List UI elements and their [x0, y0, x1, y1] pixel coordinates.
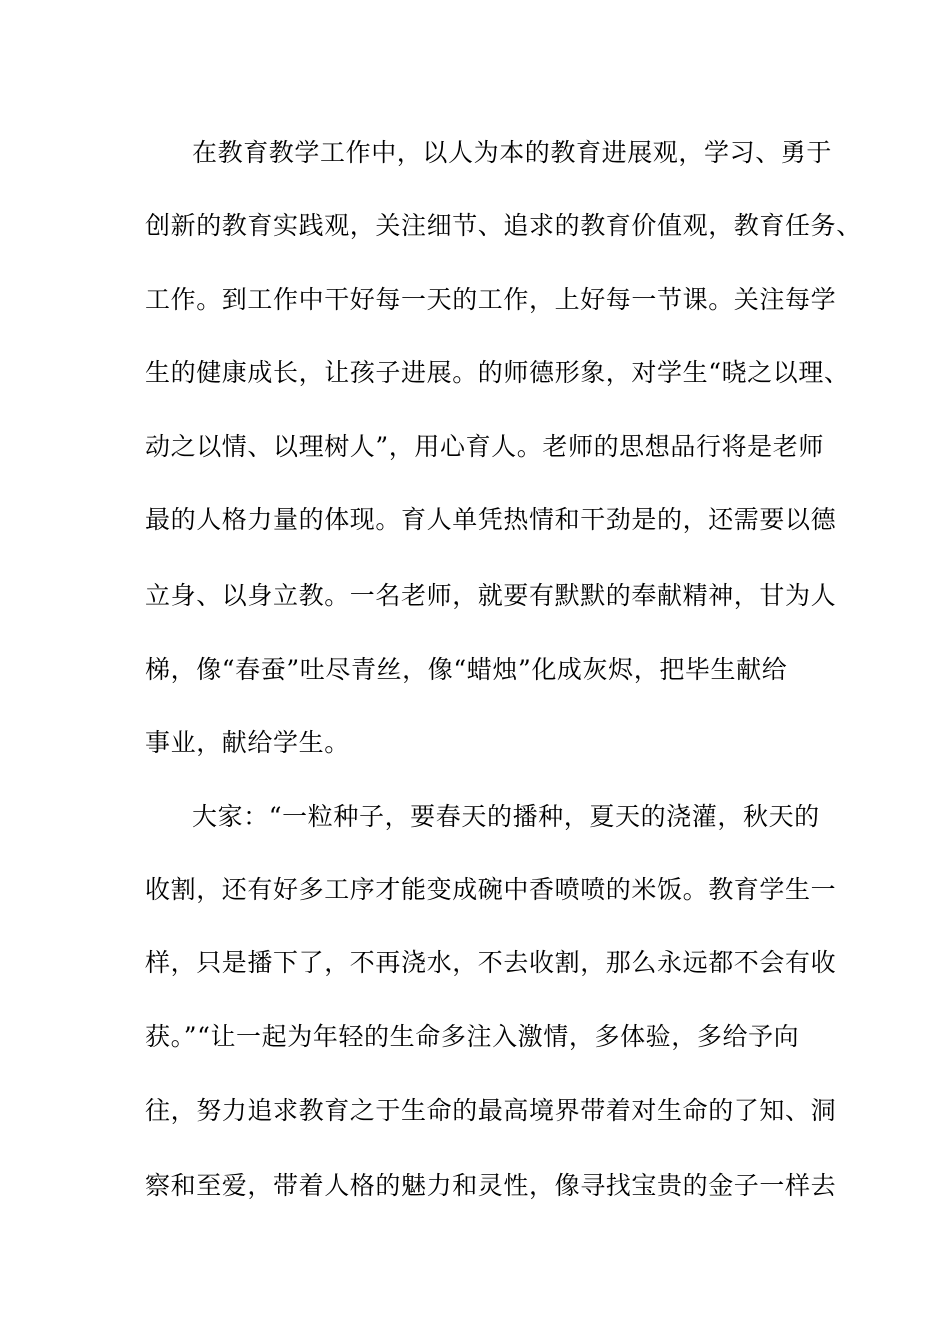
paragraph-2-line-1: 大家：“一粒种子，要春天的播种，夏天的浇灌，秋天的	[192, 802, 820, 831]
paragraph-2-line-3: 样，只是播下了，不再浇水，不去收割，那么永远都不会有收	[145, 948, 837, 977]
paragraph-2-line-5: 往，努力追求教育之于生命的最高境界带着对生命的了知、洞	[145, 1096, 837, 1125]
paragraph-1-line-7: 立身、以身立教。一名老师，就要有默默的奉献精神，甘为人	[145, 581, 837, 610]
paragraph-2-line-6: 察和至爱，带着人格的魅力和灵性，像寻找宝贵的金子一样去	[145, 1171, 837, 1200]
paragraph-1-line-6: 最的人格力量的体现。育人单凭热情和干劲是的，还需要以德	[145, 505, 837, 534]
paragraph-1-line-3: 工作。到工作中干好每一天的工作，上好每一节课。关注每学	[145, 285, 837, 314]
paragraph-1-line-4: 生的健康成长，让孩子进展。的师德形象，对学生“晓之以理、	[145, 358, 850, 387]
paragraph-1-line-2: 创新的教育实践观，关注细节、追求的教育价值观，教育任务、	[145, 211, 862, 240]
paragraph-1-line-1: 在教育教学工作中，以人为本的教育进展观，学习、勇于	[192, 138, 833, 167]
paragraph-2-line-2: 收割，还有好多工序才能变成碗中香喷喷的米饭。教育学生一	[145, 875, 837, 904]
paragraph-1-line-5: 动之以情、以理树人”，用心育人。老师的思想品行将是老师	[145, 432, 824, 461]
paragraph-1-line-8: 梯，像“春蚕”吐尽青丝，像“蜡烛”化成灰烬，把毕生献给	[145, 655, 788, 684]
paragraph-1-line-9: 事业，献给学生。	[145, 728, 350, 757]
paragraph-2-line-4: 获。”“让一起为年轻的生命多注入激情，多体验，多给予向	[145, 1022, 800, 1051]
